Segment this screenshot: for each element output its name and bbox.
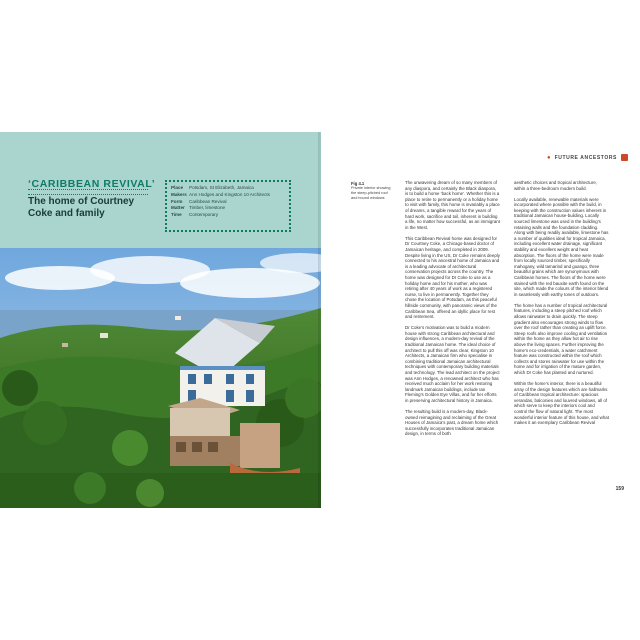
chapter-logo-icon [621,154,628,161]
house-photo [0,248,321,508]
paragraph: The resulting build is a modern-day, Black-owned reimagining and reclaiming of the Great Houses of Jamaica’s past, a dream home which successfully incorporates traditional Jamaican design, in terms of both [405,409,499,437]
info-label: Time [171,212,182,218]
info-label: Form [171,198,183,204]
paragraph: aesthetic choices and tropical architecture, within a three-bedroom modern build. [514,180,597,191]
info-row-makers [171,192,285,199]
paragraph: This Caribbean Revival home was designed for Dr Courtney Coke, a Chicago-based doctor of Jamaican heritage, and completed in 2009. Despite living in the US, Dr Coke remains deeply connected to his ancestral home of Jamaica and is a leading advocate of architectural conservation projects across the country. The home was designed for Dr Coke to use as a holiday home and for his mother, who was retiring after 40 years of work as a registered nurse, to live in permanently. Together they chose the location of Potsdam, as this peaceful hillside community, with panoramic views of the Caribbean Sea, offered an idyllic place for rest and retirement. [405,235,500,320]
info-value: Contemporary [189,212,219,218]
info-label: Matter [171,205,185,211]
paragraph: The home has a number of tropical architectural features, including a steep pitched roof which allows rainwater to drain quickly. The steep gradient also encourages strong winds to flow over the roof rather than creating an uplift force. Steep roofs also improve cooling and ventilation within the home as they allow hot air to rise above the living spaces. Further improving the home’s eco-credentials, a water catchment feature was constructed within the roof which collects and stores rainwater for use within the home and for irrigation of the mature garden, which Dr Coke has planted and nurtured. [514,302,608,375]
text-column-2 [514,180,609,431]
info-value: Potsdam, St Elizabeth, Jamaica [189,185,254,190]
paragraph: Locally available, renewable materials were incorporated where possible with the build, in keeping with the construction values inherent in traditional Jamaican house-building. Locally sourced limestone was used in the building’s retaining walls and the foundation cladding. Along with being readily available, limestone has a number of qualities ideal for tropical Jamaica, including excellent water drainage, significant stability and excellent weight and heat absorption. The floors of the home were made from locally sourced timber, specifically mahogany, wild tamarind and guango, three beautiful grains which are synonymous with Caribbean homes. The floors of the home were stained with the red bauxite earth found on the site, which made the colours of the interior blend in seamlessly with earthy tones of outdoors. [514,196,609,297]
info-row-form [171,199,285,206]
info-row-place [171,185,285,192]
info-row-time [171,212,285,219]
bullet-icon: ● [546,154,551,161]
house-subtitle: The home of Courtney Coke and family [28,196,135,219]
right-page [321,132,640,508]
chapter-header [547,154,628,161]
figure-caption: Private interior showing the steep-pitched roof and bound windows [351,186,391,200]
page-number: 159 [615,486,624,492]
info-value: Timber, limestone [189,205,226,211]
paragraph: The unwavering dream of so many members of any diaspora, and certainly the Black diaspora, is to build a home ‘back home’. Whether this is a place to retire to permanently or a holiday home to visit with family, this home is invariably a place of dreams, a tangible reward for the years of hard work, sacrifice and toil, inherent in building a life, no matter how successful, as an immigrant in the West. [405,180,500,230]
paragraph: Dr Coke’s motivation was to build a modern house with strong Caribbean architectural and design influences, a modern-day revival of the traditional Jamaican home. The ideal choice of architect to pull this off was clear, Kingston 10 Architects, a Jamaican firm who specialise in combining traditional Jamaican architectural techniques with contemporary building materials and technology. The lead architect on the project was Ann Hodges, a renowned architect who has received much acclaim for her work restoring landmark Jamaican buildings, include Ian Fleming’s Golden Eye Villas, and for her efforts in preserving architectural history in Jamaica. [405,325,500,403]
info-value: Ann Hodges and Kingston 10 Architects [189,191,270,197]
info-box [165,180,291,232]
figure-label: Fig 4.1 [351,181,365,186]
left-page [0,132,321,508]
info-label: Makers [171,191,187,197]
text-column-1 [405,180,500,443]
chapter-label: FUTURE ANCESTORS [554,154,617,161]
paragraph: Within the home’s interior, there is a beautiful array of the design features which are hallmarks of Caribbean tropical architecture: spacious verandas, balconies and louvred windows, all of which serve to keep the interiors cool and control the flow of natural light. The most wonderful interior feature of this house, and what makes it an exemplary Caribbean Revival [514,381,609,426]
section-title: ‘CARIBBEAN REVIVAL’ [28,178,156,190]
info-label: Place [171,185,184,190]
book-spread [0,132,640,508]
info-row-matter [171,205,285,212]
info-value: Caribbean Revival [189,198,227,204]
decorative-pattern [28,189,148,195]
